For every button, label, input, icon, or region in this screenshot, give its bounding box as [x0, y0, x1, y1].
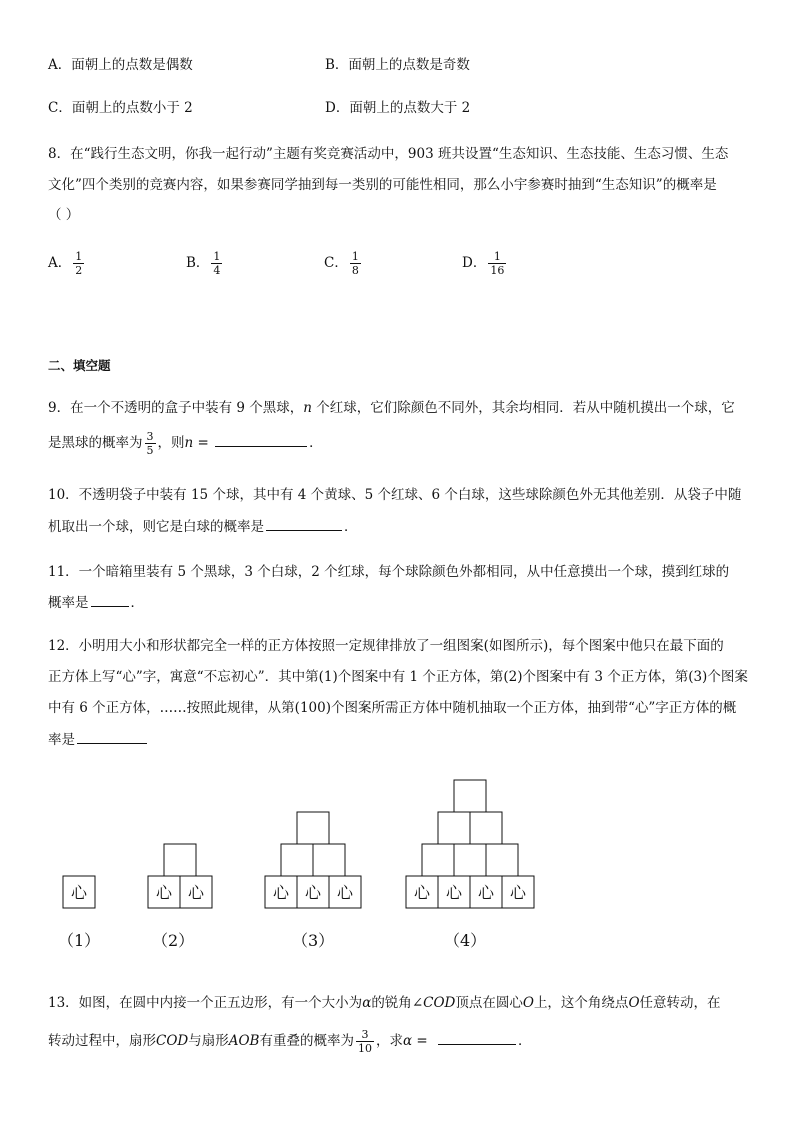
figure-caption-3: （3） — [292, 931, 335, 950]
q8-line1: 8．在“践行生态文明，你我一起行动”主题有奖竞赛活动中，903 班共设置“生态知识、生态技能、生态习惯、生态 — [48, 146, 729, 162]
q11-line1: 11．一个暗箱里装有 5 个黑球，3 个白球，2 个红球，每个球除颜色外都相同，从中任意摸出一个球，摸到红球的 — [48, 564, 730, 580]
fraction-denominator: 10 — [357, 1042, 372, 1055]
q13-alpha: α — [362, 995, 372, 1011]
fraction-numerator: 1 — [493, 250, 501, 263]
q13-text-d: 上，这个角绕点 — [533, 995, 629, 1011]
cube-label: 心 — [155, 883, 173, 902]
q13-text-h: 有重叠的概率为 — [259, 1033, 354, 1049]
q12-line1: 12．小明用大小和形状都完全一样的正方体按照一定规律排放了一组图案(如图所示)，每个图案中他只在最下面的 — [48, 638, 724, 654]
q13-text-i: ，求 — [375, 1033, 403, 1049]
q8-option-b-label: B． — [186, 255, 210, 271]
fraction-denominator: 8 — [351, 264, 359, 277]
fraction-numerator: 3 — [361, 1028, 369, 1041]
q8-option-d-fraction — [488, 250, 506, 277]
fraction-numerator: 1 — [75, 250, 83, 263]
cube-4-r2-1 — [438, 812, 470, 844]
q8-option-b — [186, 250, 224, 277]
cube-3-top — [297, 812, 329, 844]
q9-line1 — [48, 398, 735, 418]
q8-option-d-label: D． — [462, 255, 487, 271]
q12-line2: 正方体上写“心”字，寓意“不忘初心”．其中第(1)个图案中有 1 个正方体，第(2)个图案中有 3 个正方体，第(3)个图案 — [48, 669, 748, 685]
q11-answer-blank[interactable] — [91, 592, 129, 607]
cube-label: 心 — [70, 883, 88, 902]
cube-label: 心 — [445, 883, 463, 902]
q7-option-c: C．面朝上的点数小于 2 — [48, 100, 193, 116]
cube-label: 心 — [304, 883, 322, 902]
cube-label: 心 — [477, 883, 495, 902]
q11-end: ． — [130, 595, 144, 611]
q9-fraction — [145, 430, 156, 457]
cube-4-r3-3 — [486, 844, 518, 876]
cube-3-mid-1 — [281, 844, 313, 876]
q8-option-b-fraction — [211, 250, 222, 277]
q13-point-o-2: O — [628, 995, 640, 1011]
fraction-numerator: 3 — [146, 430, 154, 443]
cube-3-mid-2 — [313, 844, 345, 876]
q13-sector-aob: AOB — [228, 1033, 260, 1049]
cube-label: 心 — [272, 883, 290, 902]
q11-text: 概率是 — [48, 595, 89, 611]
q12-line4 — [48, 729, 149, 750]
q13-alpha-2: α — [402, 1033, 413, 1049]
q9-equals: = — [193, 435, 214, 451]
q7-option-b: B．面朝上的点数是奇数 — [325, 57, 470, 73]
q9-var-n: n — [303, 400, 312, 416]
q9-text-a: 9．在一个不透明的盒子中装有 9 个黑球， — [48, 400, 304, 416]
fraction-numerator: 1 — [351, 250, 359, 263]
fraction-denominator: 16 — [490, 264, 505, 277]
q10-answer-blank[interactable] — [266, 516, 342, 531]
q13-equals: = — [412, 1033, 433, 1049]
q13-text-c: 顶点在圆心 — [455, 995, 523, 1011]
q12-line3: 中有 6 个正方体，……按照此规律，从第(100)个图案所需正方体中随机抽取一个正方体，抽到带“心”字正方体的概 — [48, 700, 737, 716]
cube-4-r3-2 — [454, 844, 486, 876]
q13-text-f: 转动过程中，扇形 — [48, 1033, 156, 1049]
q8-option-a — [48, 250, 86, 277]
q13-end: ． — [518, 1033, 532, 1049]
q9-text-b: 个红球，它们除颜色不同外，其余均相同．若从中随机摸出一个球，它 — [311, 400, 735, 416]
figure-caption-1: （1） — [58, 931, 101, 950]
q9-text-c: 是黑球的概率为 — [48, 435, 143, 451]
q11-line2 — [48, 592, 144, 613]
cube-label: 心 — [413, 883, 431, 902]
q8-option-a-label: A． — [48, 255, 72, 271]
q8-line2: 文化”四个类别的竞赛内容，如果参赛同学抽到每一类别的可能性相同，那么小宇参赛时抽到“生态知识”的概率是 — [48, 177, 717, 193]
q8-option-a-fraction — [73, 250, 84, 277]
q13-text-g: 与扇形 — [188, 1033, 229, 1049]
q13-answer-blank[interactable] — [438, 1030, 516, 1045]
q10-end: ． — [344, 519, 358, 535]
q13-angle: ∠COD — [411, 995, 456, 1011]
fraction-denominator: 2 — [75, 264, 83, 277]
cube-4-r3-1 — [422, 844, 454, 876]
cube-pattern-figure — [0, 770, 794, 970]
cube-4-top — [454, 780, 486, 812]
figure-caption-2: （2） — [152, 931, 195, 950]
q7-option-a: A．面朝上的点数是偶数 — [48, 57, 193, 73]
cube-2-top — [164, 844, 196, 876]
q13-text-e: 任意转动，在 — [639, 995, 721, 1011]
q13-text-a: 13．如图，在圆中内接一个正五边形，有一个大小为 — [48, 995, 363, 1011]
cube-4-r2-2 — [470, 812, 502, 844]
q10-line1: 10．不透明袋子中装有 15 个球，其中有 4 个黄球、5 个红球、6 个白球，这些球除颜色外无其他差别．从袋子中随 — [48, 487, 742, 503]
q8-line3: （ ） — [48, 207, 80, 223]
q13-text-b: 的锐角 — [371, 995, 412, 1011]
fraction-denominator: 5 — [146, 444, 154, 457]
figure-caption-4: （4） — [444, 931, 487, 950]
q10-text: 机取出一个球，则它是白球的概率是 — [48, 519, 264, 535]
q12-answer-blank[interactable] — [77, 729, 147, 744]
q9-text-d: ，则 — [157, 435, 185, 451]
q13-point-o: O — [522, 995, 534, 1011]
cube-label: 心 — [336, 883, 354, 902]
q8-option-d — [462, 250, 508, 277]
q8-option-c-fraction — [350, 250, 361, 277]
fraction-denominator: 4 — [213, 264, 221, 277]
q13-line2 — [48, 1028, 532, 1055]
q10-line2 — [48, 516, 358, 537]
q13-sector-cod: COD — [156, 1033, 189, 1049]
fraction-numerator: 1 — [213, 250, 221, 263]
q13-fraction — [356, 1028, 374, 1055]
q7-option-d: D．面朝上的点数大于 2 — [325, 100, 471, 116]
q9-answer-blank[interactable] — [215, 432, 307, 447]
q9-line2 — [48, 430, 323, 457]
q9-end: ． — [309, 435, 323, 451]
q9-var-n-2: n — [184, 435, 194, 451]
q12-text: 率是 — [48, 732, 75, 748]
q13-line1 — [48, 993, 721, 1013]
q8-option-c — [324, 250, 363, 277]
cube-label: 心 — [509, 883, 527, 902]
section-title: 二、填空题 — [48, 358, 111, 373]
q8-option-c-label: C． — [324, 255, 348, 271]
cube-label: 心 — [187, 883, 205, 902]
